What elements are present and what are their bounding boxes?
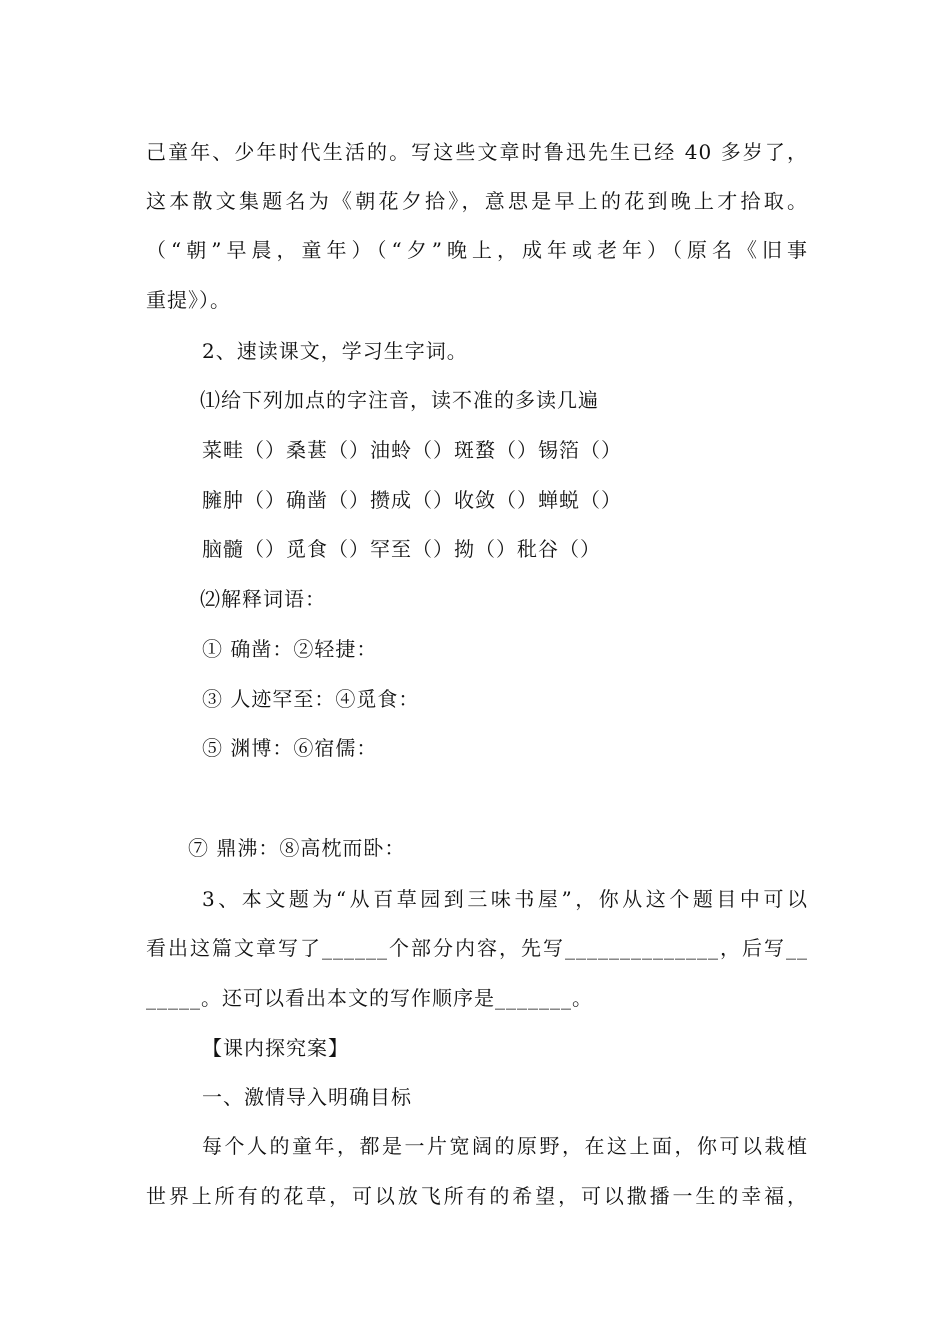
question-line: 3、本文题为“从百草园到三味书屋”，你从这个题目中可以 <box>202 887 808 911</box>
paragraph-line: 世界上所有的花草，可以放飞所有的希望，可以撒播一生的幸福， <box>146 1184 808 1208</box>
text-line: （“朝”早晨，童年）（“夕”晚上，成年或老年）（原名《旧事 <box>146 238 808 262</box>
term-item: ③ 人迹罕至：④觅食： <box>202 687 420 711</box>
text-line: 这本散文集题名为《朝花夕拾》，意思是早上的花到晚上才拾取。 <box>146 189 808 213</box>
section-heading: 2、速读课文，学习生字词。 <box>202 339 468 363</box>
text-line: 己童年、少年时代生活的。写这些文章时鲁迅先生已经 40 多岁了， <box>146 140 808 164</box>
vocab-row: 臃肿（）确凿（）攒成（）收敛（）蝉蜕（） <box>202 488 622 512</box>
term-item: ① 确凿：②轻捷： <box>202 637 378 661</box>
vocab-row: 脑髓（）觅食（）罕至（）拗（）秕谷（） <box>202 537 601 561</box>
term-item: ⑦ 鼎沸：⑧高枕而卧： <box>188 836 406 860</box>
term-item: ⑤ 渊博：⑥宿儒： <box>202 736 378 760</box>
subsection-heading: ⑴给下列加点的字注音，读不准的多读几遍 <box>200 388 599 412</box>
section-heading: 一、激情导入明确目标 <box>202 1085 412 1109</box>
question-line: _____。还可以看出本文的写作顺序是_______。 <box>146 986 593 1010</box>
vocab-row: 菜畦（）桑葚（）油蛉（）斑蝥（）锡箔（） <box>202 438 622 462</box>
question-line: 看出这篇文章写了______个部分内容，先写______________，后写__ <box>146 936 808 960</box>
paragraph-line: 每个人的童年，都是一片宽阔的原野，在这上面，你可以栽植 <box>202 1134 808 1158</box>
subsection-heading: ⑵解释词语： <box>200 587 326 611</box>
text-line: 重提》）。 <box>146 288 231 312</box>
section-title: 【课内探究案】 <box>202 1036 349 1060</box>
